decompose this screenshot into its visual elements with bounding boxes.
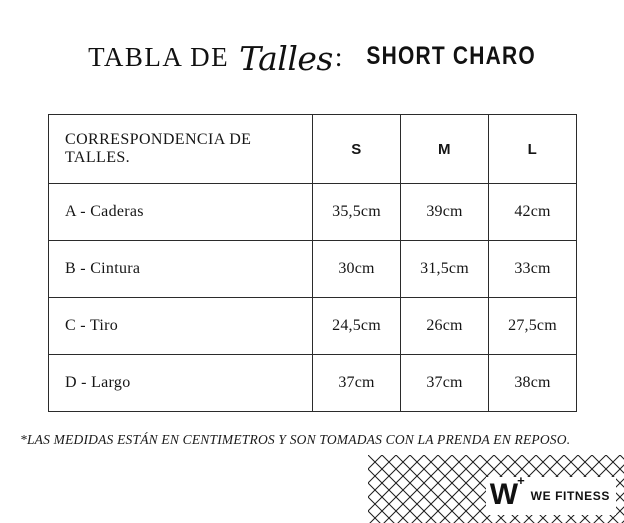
measurement-footnote: *LAS MEDIDAS ESTÁN EN CENTIMETROS Y SON TOMADAS CON LA PRENDA EN REPOSO. [20, 432, 571, 447]
title-main-text: TABLA DE [88, 41, 230, 72]
row-label-tiro: C - Tiro [49, 298, 313, 355]
cell-cintura-s: 30cm [313, 241, 401, 298]
row-label-caderas: A - Caderas [49, 184, 313, 241]
brand-name-text: WE FITNESS [530, 489, 610, 503]
cell-tiro-s: 24,5cm [313, 298, 401, 355]
page-title [0, 28, 624, 86]
table-header-row [49, 115, 577, 184]
cell-tiro-l: 27,5cm [489, 298, 577, 355]
cell-largo-s: 37cm [313, 355, 401, 412]
product-name: SHORT CHARO [366, 42, 536, 70]
cell-caderas-s: 35,5cm [313, 184, 401, 241]
we-fitness-logo-icon: W+ [489, 473, 525, 511]
row-label-largo: D - Largo [49, 355, 313, 412]
column-header-l: L [489, 115, 577, 184]
title-script-text: Talles [239, 38, 333, 78]
cell-tiro-m: 26cm [401, 298, 489, 355]
table-row [49, 241, 577, 298]
cell-cintura-l: 33cm [489, 241, 577, 298]
title-colon: : [334, 41, 343, 72]
cell-largo-l: 38cm [489, 355, 577, 412]
table-row [49, 355, 577, 412]
column-header-correspondence: CORRESPONDENCIA DE TALLES. [49, 115, 313, 184]
cell-caderas-m: 39cm [401, 184, 489, 241]
cell-caderas-l: 42cm [489, 184, 577, 241]
cell-largo-m: 37cm [401, 355, 489, 412]
brand-logo-badge [486, 473, 616, 515]
size-chart-table [48, 114, 576, 412]
table-row [49, 184, 577, 241]
brand-watermark [368, 455, 624, 523]
row-label-cintura: B - Cintura [49, 241, 313, 298]
column-header-s: S [313, 115, 401, 184]
cell-cintura-m: 31,5cm [401, 241, 489, 298]
column-header-m: M [401, 115, 489, 184]
table-row [49, 298, 577, 355]
